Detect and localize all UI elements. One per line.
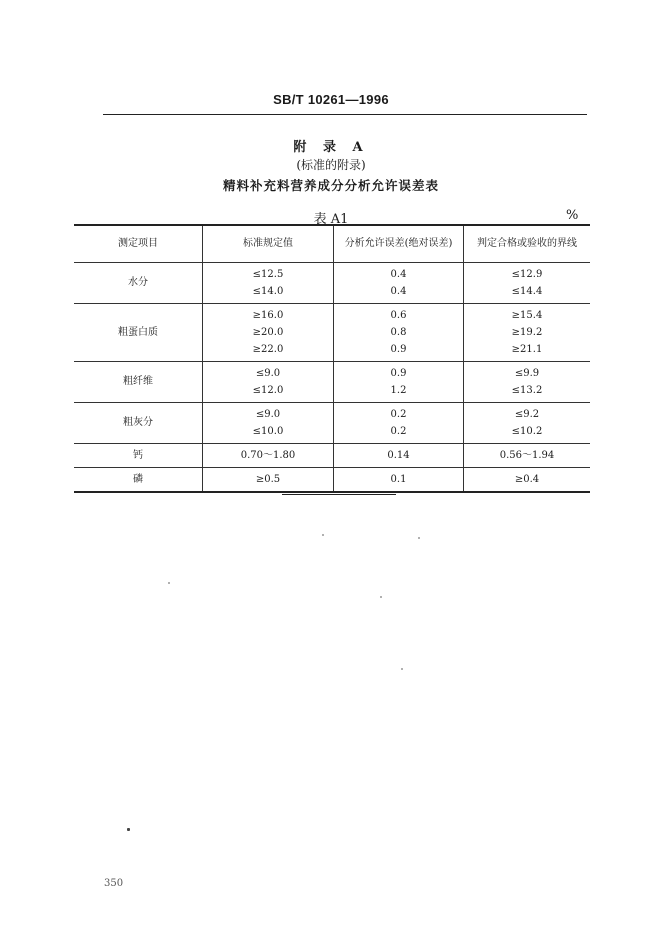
limit-value: ≥15.4 [511,310,543,321]
row-standard-value-cell [203,444,334,468]
standard-code: SB/T 10261—1996 [273,92,389,107]
column-header-line: (绝对误差) [404,238,453,249]
tolerance-value: 0.4 [390,286,407,297]
column-header-tolerance [334,225,464,263]
scan-speck [401,668,403,670]
limit-value: 0.56～1.94 [499,450,555,461]
table-body [74,263,590,493]
table-row [74,444,590,468]
limit-value: ≤10.2 [511,426,543,437]
appendix-note: (标准的附录) [296,158,366,172]
table-unit: % [566,208,579,223]
scan-speck [322,534,324,536]
tolerance-value: 0.8 [390,327,407,338]
tolerance-value: 0.6 [390,310,407,321]
tolerance-value: 0.9 [390,368,407,379]
tolerance-value: 0.14 [387,450,410,461]
scan-speck [168,582,170,584]
standard-value: ≥22.0 [252,344,284,355]
column-header-line: 验收的界线 [527,238,577,249]
standard-value: 0.70～1.80 [240,450,296,461]
row-limit-value-cell [464,263,591,304]
limit-value: ≤12.9 [511,269,543,280]
row-limit-value-cell [464,444,591,468]
scan-speck [418,537,420,539]
column-header-limit [464,225,591,263]
limit-value: ≤9.9 [514,368,540,379]
row-standard-value-cell [203,263,334,304]
column-header-line: 测定项目 [118,238,158,249]
row-tolerance-value-cell [334,403,464,444]
table-row [74,263,590,304]
scan-speck [127,828,130,831]
row-standard-value-cell [203,362,334,403]
standard-value: ≤9.0 [255,368,281,379]
table-row [74,304,590,362]
limit-value: ≥19.2 [511,327,543,338]
limit-value: ≤13.2 [511,385,543,396]
standard-value: ≤9.0 [255,409,281,420]
tolerance-value: 0.2 [390,426,407,437]
column-header-item [74,225,203,263]
row-item-name: 粗纤维 [74,362,203,403]
header-rule [103,114,587,115]
standard-value: ≤10.0 [252,426,284,437]
table-row [74,403,590,444]
limit-value: ≤14.4 [511,286,543,297]
limit-value: ≤9.2 [514,409,540,420]
standard-value: ≥16.0 [252,310,284,321]
row-item-name: 粗灰分 [74,403,203,444]
limit-value: ≥21.1 [511,344,543,355]
column-header-line: 标准规定值 [243,238,293,249]
tolerance-value: 0.1 [390,474,407,485]
row-limit-value-cell [464,304,591,362]
row-item-name: 磷 [74,468,203,493]
tolerance-value: 0.4 [390,269,407,280]
standard-value: ≤12.0 [252,385,284,396]
row-item-name: 粗蛋白质 [74,304,203,362]
limit-value: ≥0.4 [514,474,540,485]
row-standard-value-cell [203,468,334,493]
column-header-standard [203,225,334,263]
standard-value: ≤12.5 [252,269,284,280]
standard-value: ≤14.0 [252,286,284,297]
table-row [74,468,590,493]
appendix-heading: 精料补充料营养成分分析允许误差表 [222,178,439,193]
row-item-name: 水分 [74,263,203,304]
table-header-row [74,225,590,263]
row-item-name: 钙 [74,444,203,468]
table-row [74,362,590,403]
row-limit-value-cell [464,362,591,403]
table-caption: 表 A1 [313,212,349,227]
row-tolerance-value-cell [334,304,464,362]
appendix-title: 附 录 A [293,140,369,155]
tolerance-value: 0.2 [390,409,407,420]
row-tolerance-value-cell [334,362,464,403]
row-standard-value-cell [203,304,334,362]
row-tolerance-value-cell [334,263,464,304]
column-header-line: 判定合格或 [477,238,527,249]
standard-value: ≥20.0 [252,327,284,338]
row-tolerance-value-cell [334,468,464,493]
column-header-line: 分析允许误差 [344,238,405,249]
row-limit-value-cell [464,468,591,493]
row-limit-value-cell [464,403,591,444]
row-standard-value-cell [203,403,334,444]
tolerance-value: 1.2 [390,385,407,396]
scan-speck [380,596,382,598]
page-number: 350 [104,878,124,889]
row-tolerance-value-cell [334,444,464,468]
tolerance-value: 0.9 [390,344,407,355]
tolerance-table [74,224,590,493]
standard-value: ≥0.5 [255,474,281,485]
footer-rule [282,494,396,495]
